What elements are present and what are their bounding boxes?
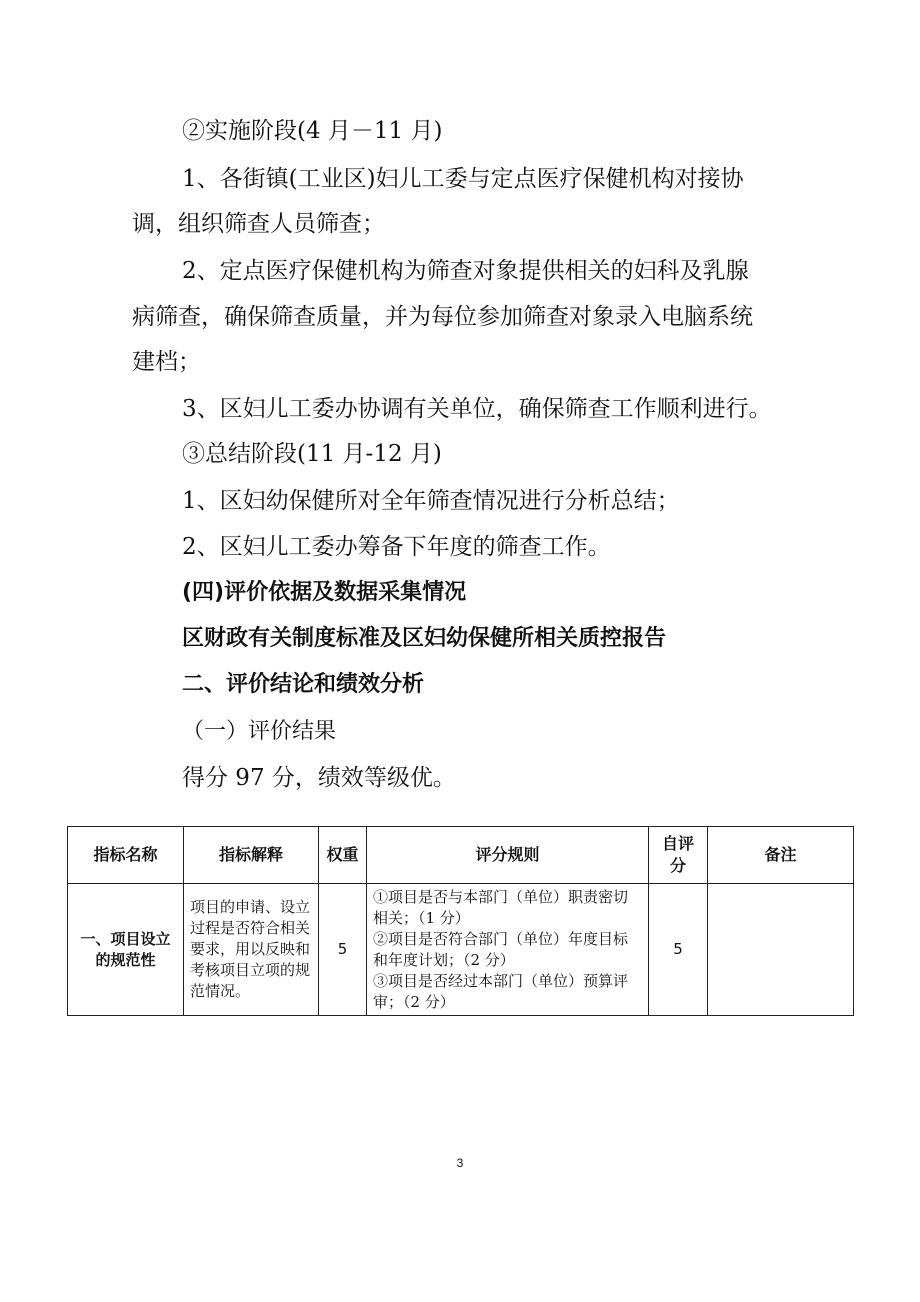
paragraph-item-1-line-2: 调，组织筛查人员筛查； bbox=[132, 211, 385, 237]
cell-self-score: 5 bbox=[649, 884, 708, 1016]
paragraph-item-1-line-1: 1、各街镇(工业区)妇儿工委与定点医疗保健机构对接协 bbox=[182, 166, 744, 192]
cell-indicator-explanation: 项目的申请、设立过程是否符合相关要求，用以反映和考核项目立项的规范情况。 bbox=[184, 884, 319, 1016]
paragraph-score: 得分 97 分，绩效等级优。 bbox=[182, 765, 456, 791]
paragraph-summary-1: 1、区妇幼保健所对全年筛查情况进行分析总结； bbox=[182, 488, 680, 514]
scoring-rule-1: ①项目是否与本部门（单位）职责密切相关；（1 分） bbox=[373, 887, 629, 927]
cell-weight: 5 bbox=[319, 884, 367, 1016]
header-self-score: 自评分 bbox=[649, 827, 708, 884]
cell-indicator-name: 一、项目设立的规范性 bbox=[68, 884, 184, 1016]
scoring-rule-3: ③项目是否经过本部门（单位）预算评审；（2 分） bbox=[373, 971, 629, 1011]
cell-scoring-rules bbox=[367, 884, 649, 1016]
table-row bbox=[68, 884, 854, 1016]
paragraph-evaluation-source: 区财政有关制度标准及区妇幼保健所相关质控报告 bbox=[182, 626, 667, 651]
header-indicator-name: 指标名称 bbox=[68, 827, 184, 884]
paragraph-item-2-line-1: 2、定点医疗保健机构为筛查对象提供相关的妇科及乳腺 bbox=[182, 258, 749, 284]
paragraph-item-2-line-2: 病筛查，确保筛查质量，并为每位参加筛查对象录入电脑系统 bbox=[132, 304, 753, 330]
heading-evaluation-basis: (四)评价依据及数据采集情况 bbox=[182, 580, 467, 605]
page-number: 3 bbox=[456, 1156, 464, 1170]
scoring-rule-2: ②项目是否符合部门（单位）年度目标和年度计划；（2 分） bbox=[373, 929, 629, 969]
cell-remark bbox=[708, 884, 854, 1016]
evaluation-table bbox=[67, 826, 854, 1016]
heading-section-2: 二、评价结论和绩效分析 bbox=[182, 672, 425, 697]
heading-evaluation-result: （一）评价结果 bbox=[182, 719, 337, 744]
paragraph-item-2-line-3: 建档； bbox=[132, 349, 201, 375]
paragraph-stage-3: ③总结阶段(11 月-12 月) bbox=[182, 441, 442, 467]
paragraph-item-3: 3、区妇儿工委办协调有关单位，确保筛查工作顺利进行。 bbox=[182, 396, 772, 422]
header-weight: 权重 bbox=[319, 827, 367, 884]
header-remark: 备注 bbox=[708, 827, 854, 884]
paragraph-stage-2: ②实施阶段(4 月－11 月) bbox=[182, 118, 443, 144]
paragraph-summary-2: 2、区妇儿工委办筹备下年度的筛查工作。 bbox=[182, 534, 611, 560]
header-indicator-explanation: 指标解释 bbox=[184, 827, 319, 884]
header-scoring-rules: 评分规则 bbox=[367, 827, 649, 884]
table-header-row bbox=[68, 827, 854, 884]
